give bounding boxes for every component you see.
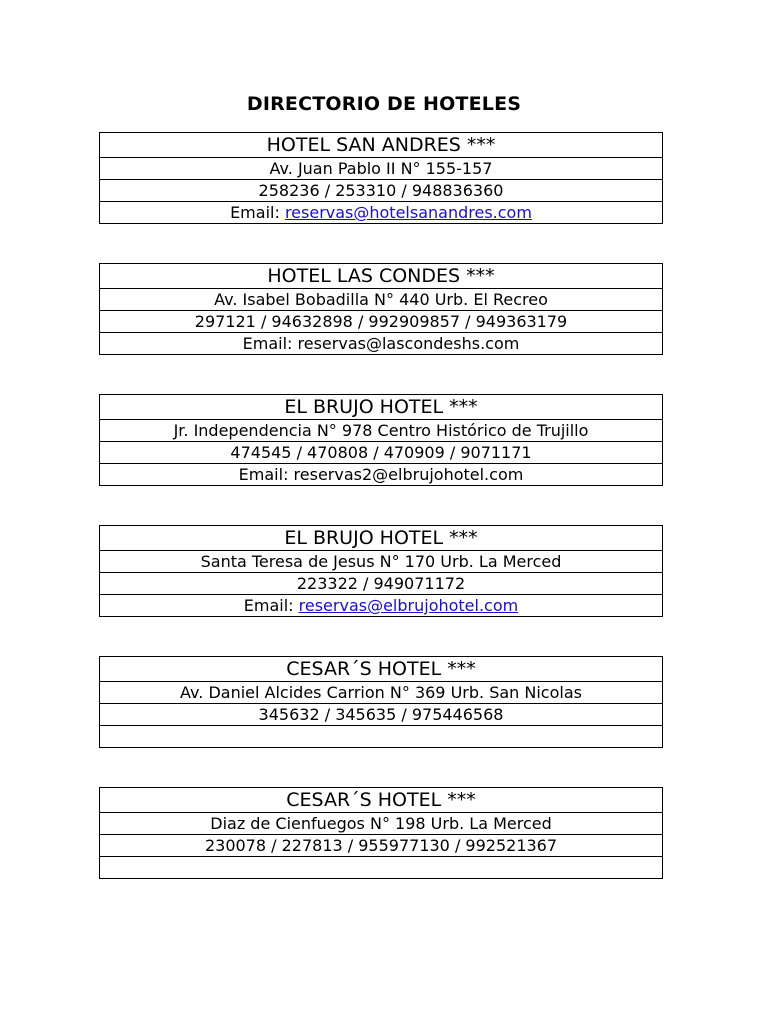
hotel-address: Av. Daniel Alcides Carrion N° 369 Urb. San Nicolas [100, 682, 663, 704]
email-link[interactable]: reservas@hotelsanandres.com [284, 203, 532, 222]
hotel-address: Av. Isabel Bobadilla N° 440 Urb. El Recreo [100, 289, 663, 311]
hotel-entry-table [99, 263, 663, 355]
email-label: Email: [243, 596, 299, 615]
hotel-email-cell [100, 857, 663, 879]
email-address: reservas@lascondeshs.com [297, 334, 520, 353]
hotel-name: HOTEL SAN ANDRES *** [100, 133, 663, 158]
email-address: reservas2@elbrujohotel.com [293, 465, 524, 484]
hotel-name: EL BRUJO HOTEL *** [100, 395, 663, 420]
hotel-phones: 258236 / 253310 / 948836360 [100, 180, 663, 202]
hotel-phones: 345632 / 345635 / 975446568 [100, 704, 663, 726]
hotel-phones: 297121 / 94632898 / 992909857 / 949363179 [100, 311, 663, 333]
page-title: DIRECTORIO DE HOTELES [246, 93, 522, 115]
hotel-phones: 223322 / 949071172 [100, 573, 663, 595]
email-label: Email: [242, 334, 298, 353]
hotel-email-cell [100, 595, 663, 617]
hotel-email-cell [100, 464, 663, 486]
hotel-phones: 474545 / 470808 / 470909 / 9071171 [100, 442, 663, 464]
hotel-address: Diaz de Cienfuegos N° 198 Urb. La Merced [100, 813, 663, 835]
hotel-name: CESAR´S HOTEL *** [100, 657, 663, 682]
hotel-entry-table [99, 132, 663, 224]
hotel-name: CESAR´S HOTEL *** [100, 788, 663, 813]
email-label: Email: [230, 203, 285, 222]
hotel-address: Santa Teresa de Jesus N° 170 Urb. La Merced [100, 551, 663, 573]
hotel-entry-table [99, 525, 663, 617]
email-label: Email: [238, 465, 294, 484]
hotel-address: Jr. Independencia N° 978 Centro Histórico de Trujillo [100, 420, 663, 442]
hotel-name: EL BRUJO HOTEL *** [100, 526, 663, 551]
hotel-entry-table [99, 656, 663, 748]
hotel-email-cell [100, 202, 663, 224]
hotel-phones: 230078 / 227813 / 955977130 / 992521367 [100, 835, 663, 857]
hotel-entry-table [99, 787, 663, 879]
hotel-email-cell [100, 333, 663, 355]
hotel-entry-table [99, 394, 663, 486]
email-link[interactable]: reservas@elbrujohotel.com [298, 596, 519, 615]
hotel-name: HOTEL LAS CONDES *** [100, 264, 663, 289]
hotel-address: Av. Juan Pablo II N° 155-157 [100, 158, 663, 180]
hotel-email-cell [100, 726, 663, 748]
